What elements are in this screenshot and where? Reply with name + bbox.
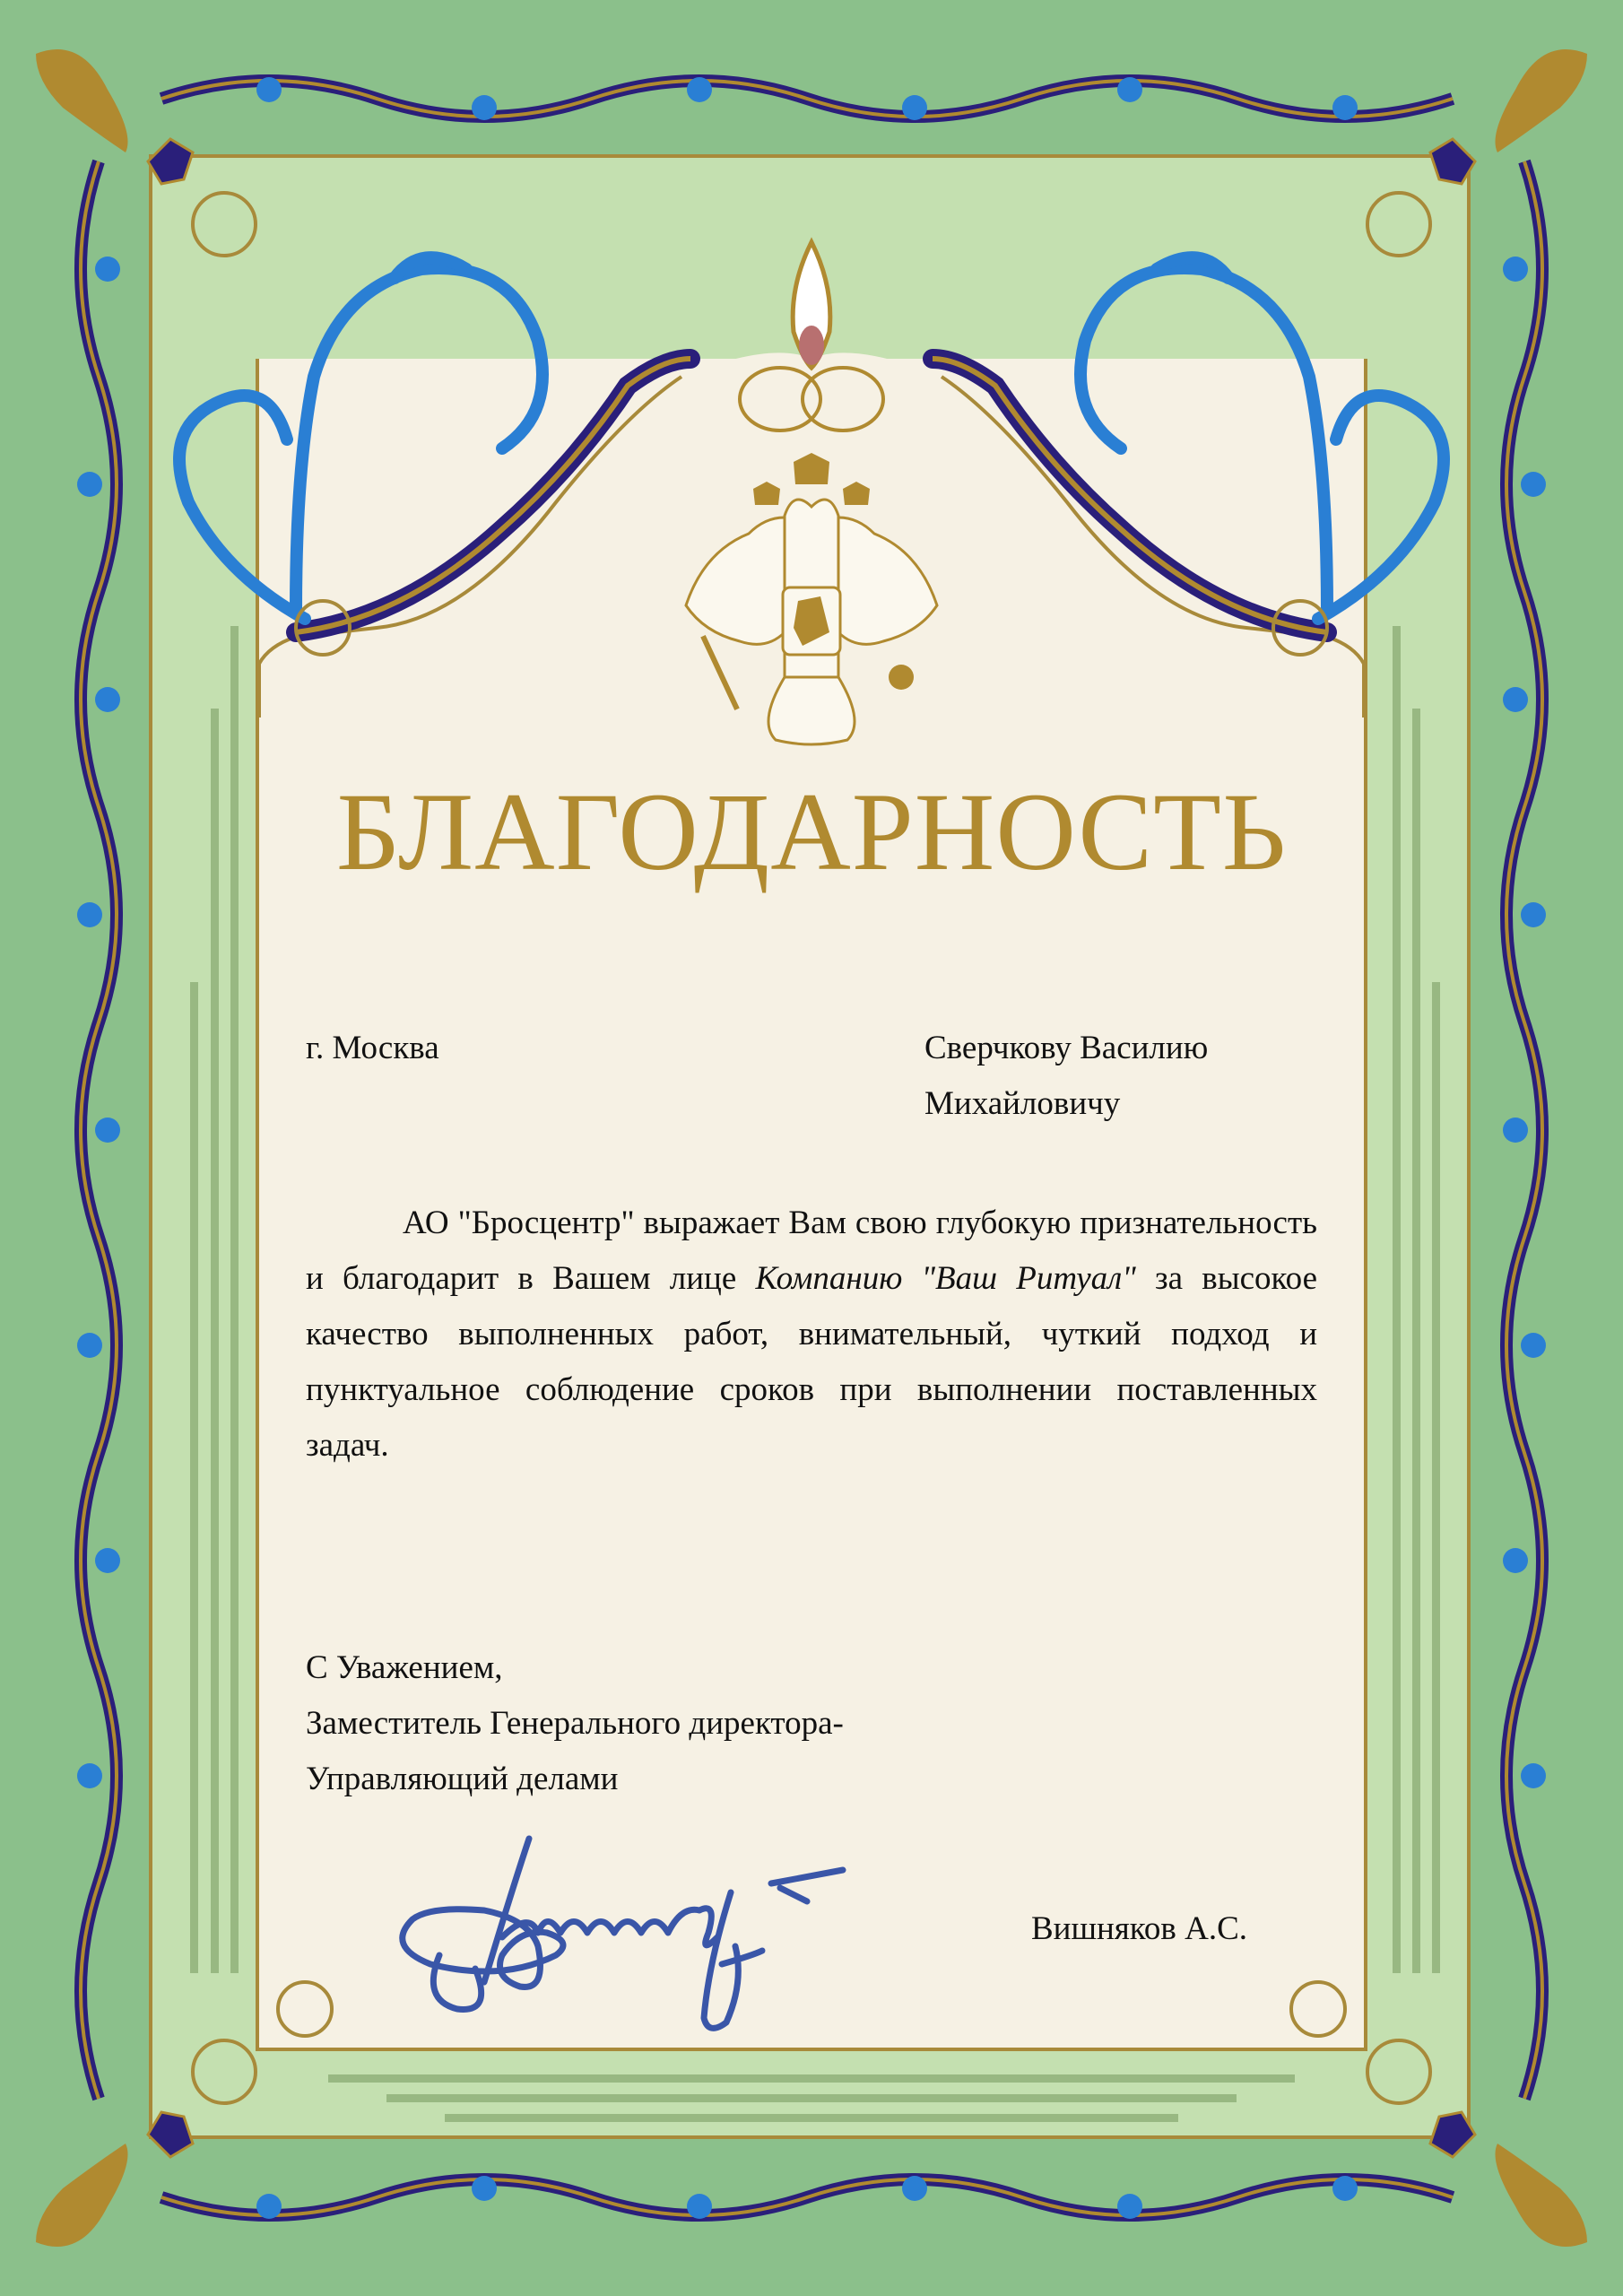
body-text-part-2: за высокое качество выполненных работ, внимательный, чуткий подход и пунктуальное соблюдение сроков при выполнении поставленных задач. xyxy=(306,1260,1317,1464)
handwritten-signature-icon xyxy=(377,1821,968,2045)
coat-of-arms-eagle-icon xyxy=(668,453,955,758)
recipient-line-1: Сверчкову Василию xyxy=(924,1030,1209,1066)
recipient-line-2: Михайловичу xyxy=(924,1085,1121,1122)
signer-name: Вишняков А.С. xyxy=(1031,1910,1248,1947)
city-label: г. Москва xyxy=(306,1030,439,1066)
document-title: БЛАГОДАРНОСТЬ xyxy=(335,770,1288,893)
recipient-name xyxy=(924,1021,1208,1132)
body-text-part-1: АО "Бросцентр" выражает Вам свою глубокую признательность и благодарит в Вашем лице xyxy=(306,1205,1317,1297)
signer-position-line-2: Управляющий делами xyxy=(306,1761,619,1797)
company-name-italic: Компанию "Ваш Ритуал" xyxy=(755,1260,1136,1297)
signer-position-line-1: Заместитель Генерального директора- xyxy=(306,1705,844,1742)
closing-salutation: С Уважением, xyxy=(306,1649,503,1686)
gratitude-body-text xyxy=(306,1196,1317,1474)
closing-block xyxy=(306,1640,844,1807)
